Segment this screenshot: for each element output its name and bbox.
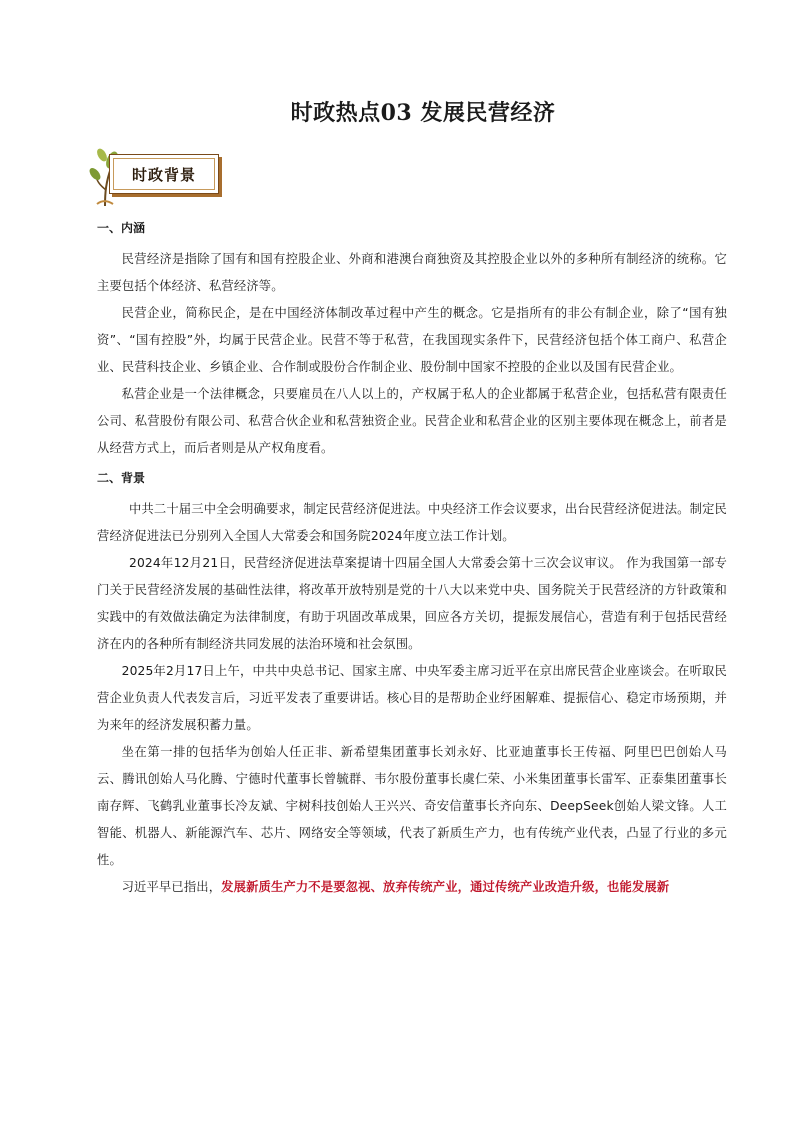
section-heading: 一、内涵 [97, 221, 146, 235]
banner-label: 时政背景 [131, 165, 196, 184]
section-heading: 二、背景 [97, 471, 146, 485]
paragraph-with-highlight [97, 874, 727, 901]
paragraph: 坐在第一排的包括华为创始人任正非、新希望集团董事长刘永好、比亚迪董事长王传福、阿里巴巴创始人马云、腾讯创始人马化腾、宁德时代董事长曾毓群、韦尔股份董事长虞仁荣、小米集团董事长雷军、正泰集团董事长南存辉、飞鹤乳业董事长冷友斌、宇树科技创始人王兴兴、奇安信董事长齐向东、DeepSeek创始人梁文锋。人工智能、机器人、新能源汽车、芯片、网络安全等领域，代表了新质生产力，也有传统产业代表，凸显了行业的多元性。 [97, 745, 727, 867]
paragraph: 民营企业，简称民企，是在中国经济体制改革过程中产生的概念。它是指所有的非公有制企业，除了“国有独资”、“国有控股”外，均属于民营企业。民营不等于私营，在我国现实条件下，民营经济包括个体工商户、私营企业、民营科技企业、乡镇企业、合作制或股份合作制企业、股份制中国家不控股的企业以及国有民营企业。 [97, 306, 727, 374]
paragraph-lead: 习近平早已指出， [121, 880, 222, 894]
page-title: 时政热点03 发展民营经济 [290, 100, 556, 126]
banner-frame [109, 154, 219, 194]
section-banner [85, 146, 225, 208]
paragraph: 民营经济是指除了国有和国有控股企业、外商和港澳台商独资及其控股企业以外的多种所有制经济的统称。它主要包括个体经济、私营经济等。 [97, 252, 727, 293]
paragraph: 中共二十届三中全会明确要求，制定民营经济促进法。中央经济工作会议要求，出台民营经济促进法。制定民营经济促进法已分别列入全国人大常委会和国务院2024年度立法工作计划。 [97, 502, 727, 543]
paragraph: 2024年12月21日，民营经济促进法草案提请十四届全国人大常委会第十三次会议审议。 作为我国第一部专门关于民营经济发展的基础性法律，将改革开放特别是党的十八大以来党中央、国务院关于民营经济的方针政策和实践中的有效做法确定为法律制度，有助于巩固改革成果，回应各方关切，提振发展信心，营造有利于包括民营经济在内的各种所有制经济共同发展的法治环境和社会氛围。 [97, 556, 727, 651]
paragraph: 私营企业是一个法律概念，只要雇员在八人以上的，产权属于私人的企业都属于私营企业，包括私营有限责任公司、私营股份有限公司、私营合伙企业和私营独资企业。民营企业和私营企业的区别主要体现在概念上，前者是从经营方式上，而后者则是从产权角度看。 [97, 387, 727, 455]
article-body [97, 218, 727, 901]
highlighted-text: 发展新质生产力不是要忽视、放弃传统产业，通过传统产业改造升级，也能发展新 [221, 880, 670, 894]
paragraph: 2025年2月17日上午，中共中央总书记、国家主席、中央军委主席习近平在京出席民营企业座谈会。在听取民营企业负责人代表发言后，习近平发表了重要讲话。核心目的是帮助企业纾困解难、提振信心、稳定市场预期，并为来年的经济发展积蓄力量。 [97, 664, 727, 732]
